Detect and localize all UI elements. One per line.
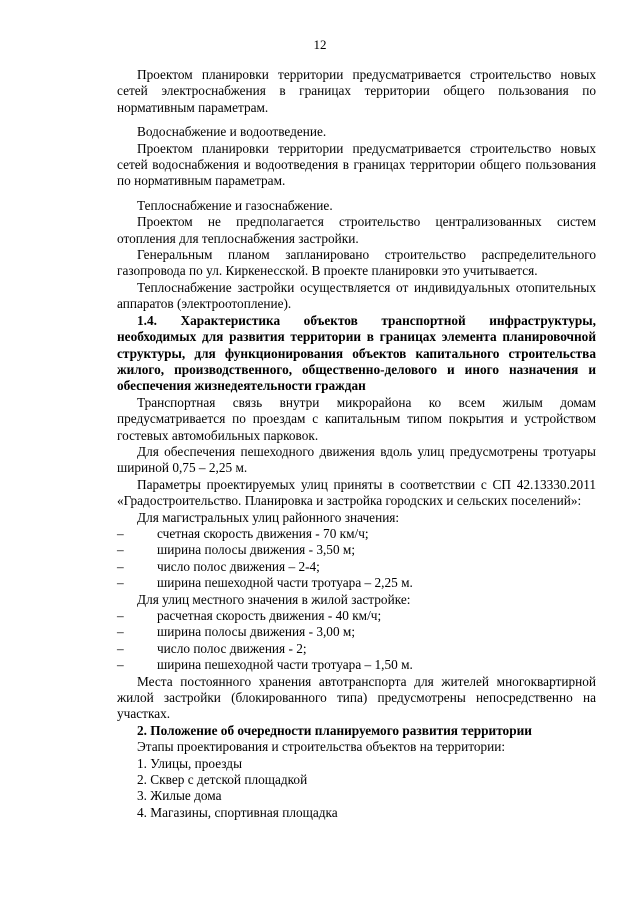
dash-mark: –	[117, 542, 124, 558]
list-item-text: ширина пешеходной части тротуара – 2,25 м.	[157, 575, 413, 591]
dash-mark: –	[117, 575, 124, 591]
paragraph-parking: Места постоянного хранения автотранспорта для жителей многоквартирной жилой застройки (блокированного типа) предусмотрены непосредственно на участках.	[117, 673, 596, 722]
paragraph-electricity: Проектом планировки территории предусматривается строительство новых сетей электроснабжения в границах территории общего пользования по нормативным параметрам.	[117, 67, 596, 115]
document-body	[117, 67, 596, 821]
stage-item: 3. Жилые дома	[137, 788, 222, 804]
heading-water: Водоснабжение и водоотведение.	[137, 124, 327, 140]
list-item	[117, 657, 596, 673]
paragraph-water: Проектом планировки территории предусматривается строительство новых сетей водоснабжения и водоотведения в границах территории общего пользования по нормативным параметрам.	[117, 140, 596, 189]
list-item	[117, 641, 596, 657]
dash-mark: –	[117, 624, 124, 640]
paragraph-heating: Проектом не предполагается строительство централизованных систем отопления для теплоснабжения застройки.	[117, 214, 596, 246]
heading-heat-gas: Теплоснабжение и газоснабжение.	[137, 197, 333, 213]
list-item-text: ширина полосы движения - 3,00 м;	[157, 624, 356, 640]
label-main-streets: Для магистральных улиц районного значения:	[137, 509, 400, 525]
dash-mark: –	[117, 657, 124, 673]
paragraph-sidewalks: Для обеспечения пешеходного движения вдоль улиц предусмотрены тротуары шириной 0,75 – 2,25 м.	[117, 443, 596, 476]
dash-mark: –	[117, 558, 124, 574]
paragraph-heat-supply: Теплоснабжение застройки осуществляется от индивидуальных отопительных аппаратов (электроотопление).	[117, 279, 596, 312]
list-item-text: счетная скорость движения - 70 км/ч;	[157, 525, 369, 541]
section-heading-1-4: 1.4. Характеристика объектов транспортной инфраструктуры, необходимых для развития территории в границах элемента планировочной структуры, для функционирования объектов капитального строительства жилого, производственного, общественно-делового и иного назначения и обеспечения жизнедеятельности граждан	[117, 312, 596, 394]
stage-item: 4. Магазины, спортивная площадка	[137, 804, 338, 820]
section-heading-2: 2. Положение об очередности планируемого развития территории	[137, 722, 532, 738]
list-item-text: ширина пешеходной части тротуара – 1,50 м.	[157, 657, 413, 673]
label-local-streets: Для улиц местного значения в жилой застройке:	[137, 591, 411, 607]
list-item-text: число полос движения - 2;	[157, 640, 307, 656]
stages-list	[117, 756, 596, 822]
list-item-text: расчетная скорость движения - 40 км/ч;	[157, 608, 382, 623]
dash-mark: –	[117, 525, 124, 541]
main-streets-list	[117, 526, 596, 592]
local-streets-list	[117, 608, 596, 674]
paragraph-stages-intro: Этапы проектирования и строительства объектов на территории:	[137, 739, 506, 755]
stage-item: 1. Улицы, проезды	[137, 755, 243, 771]
list-item	[117, 526, 596, 542]
stage-item: 2. Сквер с детской площадкой	[137, 772, 308, 788]
list-item-text: ширина полосы движения - 3,50 м;	[157, 542, 356, 558]
list-item	[117, 575, 596, 591]
dash-mark: –	[117, 640, 124, 656]
list-item	[117, 608, 596, 624]
list-item-text: число полос движения – 2-4;	[157, 558, 320, 574]
paragraph-transport: Транспортная связь внутри микрорайона ко всем жилым домам предусматривается по проездам с капитальным типом покрытия и устройством гостевых автомобильных парковок.	[117, 394, 596, 443]
paragraph-parameters: Параметры проектируемых улиц приняты в соответствии с СП 42.13330.2011 «Градостроительство. Планировка и застройка городских и сельских поселений»:	[117, 476, 596, 509]
list-item	[117, 559, 596, 575]
page-number: 12	[313, 37, 327, 52]
dash-mark: –	[117, 608, 124, 623]
paragraph-gas: Генеральным планом запланировано строительство распределительного газопровода по ул. Киркенесской. В проекте планировки это учитывается.	[117, 247, 596, 279]
list-item	[117, 542, 596, 558]
list-item	[117, 624, 596, 640]
